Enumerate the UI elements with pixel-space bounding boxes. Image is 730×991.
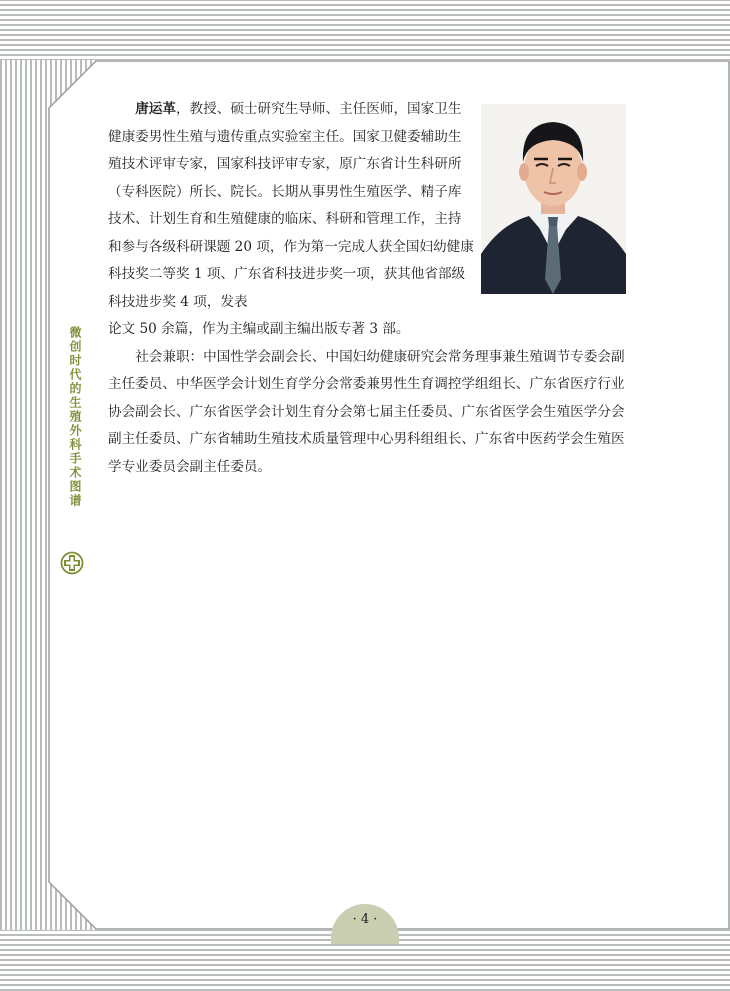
- biography-text: [108, 96, 628, 481]
- medical-cross-icon: [60, 551, 84, 575]
- author-name: 唐运革: [135, 101, 176, 117]
- bio-paragraph-1: [108, 96, 474, 316]
- bio-paragraph-1-text: ，教授、硕士研究生导师、主任医师，国家卫生健康委男性生殖与遗传重点实验室主任。国家卫健委辅助生殖技术评审专家，国家科技评审专家，原广东省计生科研所（专科医院）所长、院长。长期从事男性生殖医学、精子库技术、计划生育和生殖健康的临床、科研和管理工作，主持和参与各级科研课题 20 项，作为第一完成人获全国妇幼健康科技奖二等奖 1 项、广东省科技进步奖一项，获其他省部级科技进步奖 4 项，发表: [108, 101, 474, 310]
- page-number: · 4 ·: [352, 912, 378, 927]
- book-title-vertical: 微创时代的生殖外科手术图谱: [68, 326, 82, 508]
- bio-paragraph-2: 社会兼职：中国性学会副会长、中国妇幼健康研究会常务理事兼生殖调节专委会副主任委员、中华医学会计划生育学分会常委兼男性生育调控学组组长、广东省医疗行业协会副会长、广东省医学会计划生育分会第七届主任委员、广东省医学会生殖医学分会副主任委员、广东省辅助生殖技术质量管理中心男科组组长、广东省中医药学会生殖医学专业委员会副主任委员。: [108, 348, 625, 475]
- bio-paragraph-1-tail: 论文 50 余篇，作为主编或副主编出版专著 3 部。: [108, 321, 410, 337]
